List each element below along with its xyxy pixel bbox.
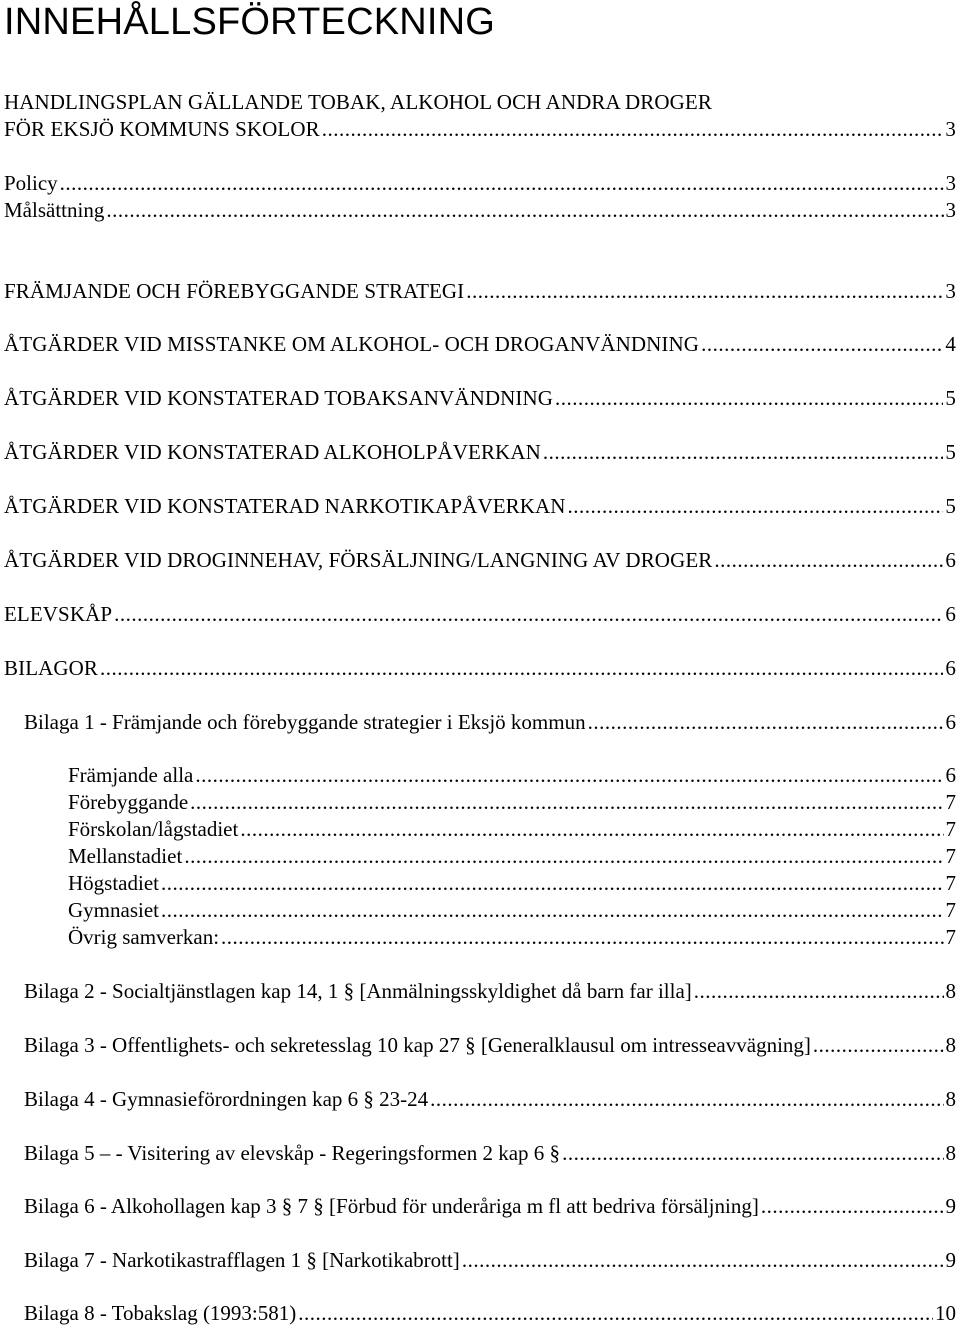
toc-entry-text: Högstadiet: [68, 871, 159, 895]
toc-leader: [195, 762, 943, 789]
toc-entry[interactable]: [24, 1193, 956, 1220]
toc-entry-text: Främjande alla: [68, 763, 194, 787]
toc-entry-text: ÅTGÄRDER VID MISSTANKE OM ALKOHOL- OCH DROGANVÄNDNING: [4, 332, 700, 356]
toc-entry-page: 5: [945, 386, 956, 410]
toc-leader: [161, 897, 944, 924]
toc-leader: [114, 601, 943, 628]
toc-leader: [221, 924, 943, 951]
toc-leader: [555, 385, 943, 412]
toc-entry-page: 3: [945, 117, 956, 141]
toc-intro-line: HANDLINGSPLAN GÄLLANDE TOBAK, ALKOHOL OCH ANDRA DROGER: [4, 90, 712, 114]
toc-entry-page: 8: [945, 979, 956, 1003]
toc-entry[interactable]: [24, 978, 956, 1005]
toc-entry-page: 3: [945, 279, 956, 303]
toc-entry[interactable]: [24, 1086, 956, 1113]
toc-leader: [714, 547, 943, 574]
toc-entry-page: 3: [945, 171, 956, 195]
toc-entry-page: 10: [935, 1301, 956, 1325]
toc-leader: [588, 709, 944, 736]
toc-entry[interactable]: [68, 897, 956, 924]
toc-entry-text: BILAGOR: [4, 656, 99, 680]
toc-entry-text: Bilaga 1 - Främjande och förebyggande strategier i Eksjö kommun: [24, 710, 586, 734]
toc-entry-text: Övrig samverkan:: [68, 925, 220, 949]
toc-entry-text: Målsättning: [4, 198, 105, 222]
toc-leader: [106, 197, 943, 224]
toc-entry[interactable]: [4, 439, 956, 466]
toc-entry[interactable]: [68, 762, 956, 789]
toc-leader: [701, 331, 943, 358]
toc-entry-page: 6: [945, 656, 956, 680]
toc-entry-text: ÅTGÄRDER VID KONSTATERAD ALKOHOLPÅVERKAN: [4, 440, 541, 464]
toc-leader: [562, 1140, 943, 1167]
toc-leader: [240, 816, 943, 843]
toc-entry-text: Mellanstadiet: [68, 844, 183, 868]
toc-entry-page: 7: [945, 871, 956, 895]
toc-entry-page: 6: [945, 602, 956, 626]
toc-entry[interactable]: [68, 789, 956, 816]
toc-entry[interactable]: [4, 197, 956, 224]
toc-leader: [161, 870, 944, 897]
toc-heading: INNEHÅLLSFÖRTECKNING: [4, 1, 496, 43]
toc-entry-text: Bilaga 5 – - Visitering av elevskåp - Regeringsformen 2 kap 6 §: [24, 1141, 561, 1165]
toc-entry-page: 5: [945, 494, 956, 518]
toc-leader: [761, 1193, 944, 1220]
toc-entry[interactable]: [24, 1032, 956, 1059]
toc-entry-page: 3: [945, 198, 956, 222]
toc-entry-text: Bilaga 6 - Alkohollagen kap 3 § 7 § [Förbud för underåriga m fl att bedriva försäljning]: [24, 1194, 759, 1218]
toc-entry[interactable]: [4, 278, 956, 305]
toc-entry-page: 8: [945, 1033, 956, 1057]
toc-entry-page: 7: [945, 790, 956, 814]
toc-leader: [190, 789, 943, 816]
toc-leader: [466, 278, 943, 305]
toc-entry-text: Förebyggande: [68, 790, 189, 814]
toc-leader: [694, 978, 944, 1005]
toc-entry-page: 6: [945, 548, 956, 572]
toc-entry-page: 6: [945, 710, 956, 734]
toc-entry-page: 7: [945, 898, 956, 922]
toc-entry-page: 6: [945, 763, 956, 787]
toc-entry[interactable]: [4, 170, 956, 197]
toc-entry[interactable]: [24, 1247, 956, 1274]
toc-leader: [813, 1032, 944, 1059]
toc-entry-page: 8: [945, 1087, 956, 1111]
toc-leader: [100, 655, 943, 682]
toc-entry[interactable]: [4, 331, 956, 358]
toc-entry-text: Bilaga 2 - Socialtjänstlagen kap 14, 1 § [Anmälningsskyldighet då barn far illa]: [24, 979, 692, 1003]
toc-leader: [568, 493, 944, 520]
toc-leader: [543, 439, 944, 466]
toc-entry[interactable]: [4, 655, 956, 682]
toc-entry-text: FRÄMJANDE OCH FÖREBYGGANDE STRATEGI: [4, 279, 465, 303]
toc-entry-page: 9: [945, 1194, 956, 1218]
toc-entry[interactable]: [68, 924, 956, 951]
toc-entry-page: 7: [945, 817, 956, 841]
toc-entry[interactable]: [4, 385, 956, 412]
toc-entry-text: Bilaga 8 - Tobakslag (1993:581): [24, 1301, 297, 1325]
toc-entry-page: 7: [945, 844, 956, 868]
toc-entry[interactable]: [24, 709, 956, 736]
toc-entry-text: Bilaga 4 - Gymnasieförordningen kap 6 § 23-24: [24, 1087, 429, 1111]
toc-entry[interactable]: [24, 1300, 956, 1327]
toc-entry[interactable]: [68, 870, 956, 897]
toc-entry-page: 7: [945, 925, 956, 949]
toc-entry-page: 8: [945, 1141, 956, 1165]
toc-entry-text: ELEVSKÅP: [4, 602, 113, 626]
toc-entry-text: ÅTGÄRDER VID KONSTATERAD NARKOTIKAPÅVERKAN: [4, 494, 566, 518]
toc-leader: [184, 843, 943, 870]
toc-entry[interactable]: [4, 116, 956, 143]
toc-entry[interactable]: [4, 547, 956, 574]
toc-entry-text: FÖR EKSJÖ KOMMUNS SKOLOR: [4, 117, 320, 141]
toc-entry-text: Bilaga 7 - Narkotikastrafflagen 1 § [Narkotikabrott]: [24, 1248, 460, 1272]
toc-entry[interactable]: [68, 816, 956, 843]
toc-leader: [430, 1086, 943, 1113]
toc-leader: [322, 116, 944, 143]
toc-entry-page: 5: [945, 440, 956, 464]
toc-entry-text: ÅTGÄRDER VID DROGINNEHAV, FÖRSÄLJNING/LANGNING AV DROGER: [4, 548, 713, 572]
toc-entry[interactable]: [4, 493, 956, 520]
toc-entry-text: Policy: [4, 171, 58, 195]
toc-entry-text: ÅTGÄRDER VID KONSTATERAD TOBAKSANVÄNDNING: [4, 386, 554, 410]
toc-entry[interactable]: [4, 601, 956, 628]
toc-entry-page: 9: [945, 1248, 956, 1272]
toc-entry-text: Gymnasiet: [68, 898, 159, 922]
toc-entry-page: 4: [945, 332, 956, 356]
toc-entry-text: Förskolan/lågstadiet: [68, 817, 239, 841]
toc-leader: [298, 1300, 933, 1327]
toc-leader: [60, 170, 944, 197]
toc-entry[interactable]: [24, 1140, 956, 1167]
toc-entry[interactable]: [68, 843, 956, 870]
toc-leader: [462, 1247, 944, 1274]
toc-entry-text: Bilaga 3 - Offentlighets- och sekretesslag 10 kap 27 § [Generalklausul om intresseavvägning]: [24, 1033, 811, 1057]
